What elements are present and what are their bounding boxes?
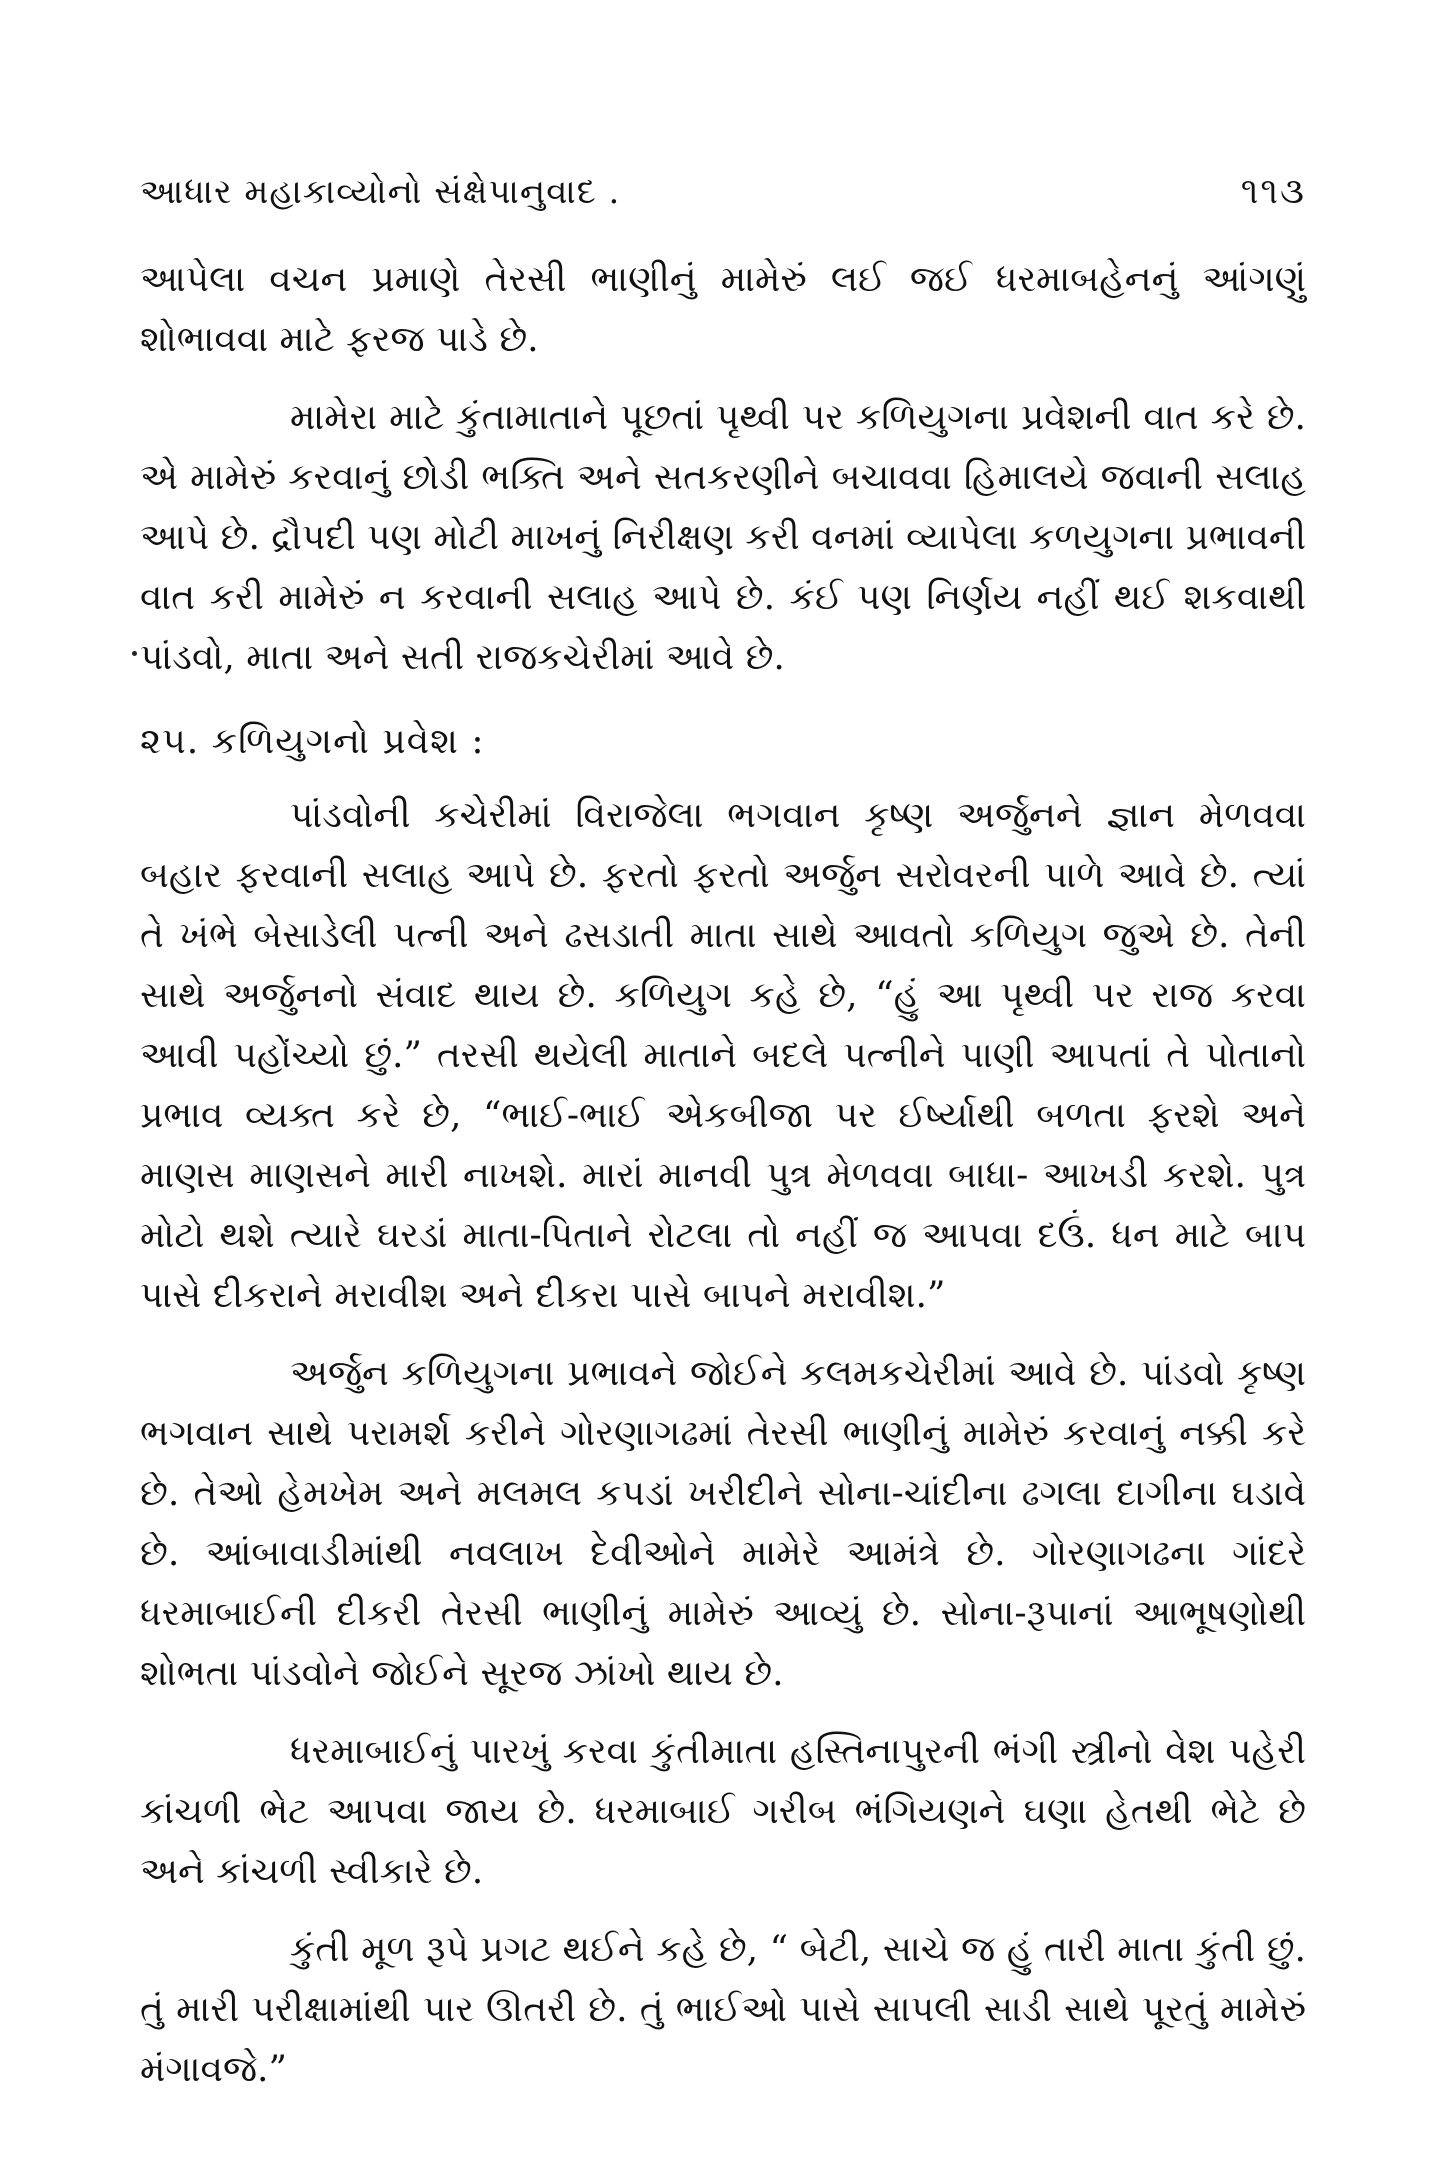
paragraph-continued: આપેલા વચન પ્રમાણે તેરસી ભાણીનું મામેરું લઈ જઈ ધરમાબહેનનું આંગણું શોભાવવા માટે ફરજ પાડે છે. — [140, 259, 1306, 360]
page-header — [140, 168, 1306, 216]
paragraph-kaliyug-arrival: પાંડવોની કચેરીમાં વિરાજેલા ભગવાન કૃષ્ણ અર્જુનને જ્ઞાન મેળવવા બહાર ફરવાની સલાહ આપે છે. ફરતો ફરતો અર્જુન સરોવરની પાળે આવે છે. ત્યાં તે ખંભે બેસાડેલી પત્ની અને ઢસડાતી માતા સાથે આવતો કળિયુગ જુએ છે. તેની સાથે અર્જુનનો સંવાદ થાય છે. કળિયુગ કહે છે, “હું આ પૃથ્વી પર રાજ કરવા આવી પહોંચ્યો છું.” તરસી થયેલી માતાને બદલે પત્નીને પાણી આપતાં તે પોતાનો પ્રભાવ વ્યક્ત કરે છે, “ભાઈ-ભાઈ એકબીજા પર ઈર્ષ્યાથી બળતા ફરશે અને માણસ માણસને મારી નાખશે. મારાં માનવી પુત્ર મેળવવા બાધા- આખડી કરશે. પુત્ર મોટો થશે ત્યારે ઘરડાં માતા-પિતાને રોટલા તો નહીં જ આપવા દઉં. ધન માટે બાપ પાસે દીકરાને મરાવીશ અને દીકરા પાસે બાપને મરાવીશ.” — [140, 795, 1306, 1316]
paragraph-mamera-advice: મામેરા માટે કુંતામાતાને પૂછતાં પૃથ્વી પર કળિયુગના પ્રવેશની વાત કરે છે. એ મામેરું કરવાનું છોડી ભક્તિ અને સતકરણીને બચાવવા હિમાલયે જવાની સલાહ આપે છે. દ્રૌપદી પણ મોટી માખનું નિરીક્ષણ કરી વનમાં વ્યાપેલા કળયુગના પ્રભાવની વાત કરી મામેરું ન કરવાની સલાહ આપે છે. કંઈ પણ નિર્ણય નહીં થઈ શકવાથી પાંડવો, માતા અને સતી રાજકચેરીમાં આવે છે. — [140, 397, 1306, 678]
paragraph-pandavs-prepare: અર્જુન કળિયુગના પ્રભાવને જોઈને કલમકચેરીમાં આવે છે. પાંડવો કૃષ્ણ ભગવાન સાથે પરામર્શ કરીને ગોરણાગઢમાં તેરસી ભાણીનું મામેરું કરવાનું નક્કી કરે છે. તેઓ હેમખેમ અને મલમલ કપડાં ખરીદીને સોના-ચાંદીના ઢગલા દાગીના ઘડાવે છે. આંબાવાડીમાંથી નવલાખ દેવીઓને મામેરે આમંત્રે છે. ગોરણાગઢના ગાંદરે ધરમાબાઈની દીકરી તેરસી ભાણીનું મામેરું આવ્યું છે. સોના-રૂપાનાં આભૂષણોથી શોભતા પાંડવોને જોઈને સૂરજ ઝાંખો થાય છે. — [140, 1353, 1306, 1694]
paragraph-kunti-test: ધરમાબાઈનું પારખું કરવા કુંતીમાતા હસ્તિનાપુરની ભંગી સ્ત્રીનો વેશ પહેરી કાંચળી ભેટ આપવા જાય છે. ધરમાબાઈ ગરીબ ભંગિયણને ઘણા હેતથી ભેટે છે અને કાંચળી સ્વીકારે છે. — [140, 1731, 1306, 1892]
margin-dot-mark — [132, 651, 137, 656]
running-title: આધાર મહાકાવ્યોનો સંક્ષેપાનુવાદ . — [140, 172, 621, 212]
page-number: ૧૧૩ — [1240, 171, 1306, 212]
paragraph-kunti-reveal: કુંતી મૂળ રૂપે પ્રગટ થઈને કહે છે, “ બેટી, સાચે જ હું તારી માતા કુંતી છું. તું મારી પરીક્ષામાંથી પાર ઊતરી છે. તું ભાઈઓ પાસે સાપલી સાડી સાથે પૂરતું મામેરું મંગાવજે.” — [140, 1929, 1306, 2090]
section-heading: ૨૫. કળિયુગનો પ્રવેશ : — [140, 721, 485, 762]
